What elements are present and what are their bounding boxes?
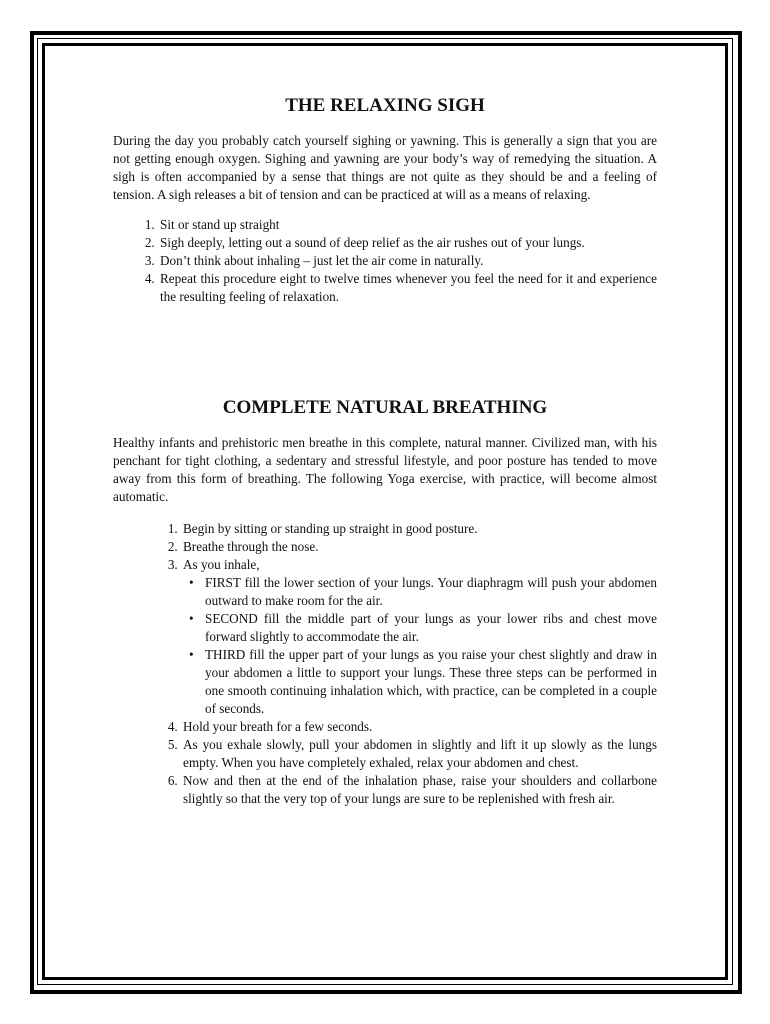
list-item: 4. Hold your breath for a few seconds. xyxy=(181,718,657,736)
list-item: 3. Don’t think about inhaling – just let the air come in naturally. xyxy=(158,252,657,270)
relaxing-sigh-steps xyxy=(113,216,657,306)
document-body xyxy=(113,94,657,808)
list-item: 6. Now and then at the end of the inhalation phase, raise your shoulders and collarbone slightly so that the very top of your lungs are sure to be replenished with fresh air. xyxy=(181,772,657,808)
sub-list-item-text: SECOND fill the middle part of your lungs as your lower ribs and chest move forward slightly to accommodate the air. xyxy=(205,611,657,644)
list-item: 2. Sigh deeply, letting out a sound of deep relief as the air rushes out of your lungs. xyxy=(158,234,657,252)
sub-list-item xyxy=(189,574,657,610)
bullet-icon: • xyxy=(189,575,194,590)
list-item: 1. Begin by sitting or standing up straight in good posture. xyxy=(181,520,657,538)
inhale-substeps xyxy=(183,574,657,718)
section-title-relaxing-sigh: THE RELAXING SIGH xyxy=(285,95,485,116)
sub-list-item-text: FIRST fill the lower section of your lungs. Your diaphragm will push your abdomen outward to make room for the air. xyxy=(205,575,657,608)
list-item: 4. Repeat this procedure eight to twelve times whenever you feel the need for it and experience the resulting feeling of relaxation. xyxy=(158,270,657,306)
complete-breathing-steps xyxy=(113,520,657,808)
relaxing-sigh-intro: During the day you probably catch yourself sighing or yawning. This is generally a sign that you are not getting enough oxygen. Sighing and yawning are your body’s way of remedying the situation. A sigh is often accompanied by a sense that things are not quite as they should be and a feeling of tension. A sigh releases a bit of tension and can be practiced at will as a means of relaxing. xyxy=(113,133,657,202)
section-title-complete-natural-breathing: COMPLETE NATURAL BREATHING xyxy=(222,397,548,418)
list-item: 2. Breathe through the nose. xyxy=(181,538,657,556)
bullet-icon: • xyxy=(189,611,194,626)
complete-breathing-intro: Healthy infants and prehistoric men breathe in this complete, natural manner. Civilized man, with his penchant for tight clothing, a sedentary and stressful lifestyle, and poor posture has tended to move away from this form of breathing. The following Yoga exercise, with practice, will become almost automatic. xyxy=(113,435,657,504)
sub-list-item xyxy=(189,646,657,718)
list-item: 1. Sit or stand up straight xyxy=(158,216,657,234)
sub-list-item xyxy=(189,610,657,646)
list-item-text: As you inhale, xyxy=(183,557,260,572)
sub-list-item-text: THIRD fill the upper part of your lungs as you raise your chest slightly and draw in your abdomen a little to support your lungs. These three steps can be performed in one smooth continuing inhalation which, with practice, can be completed in a couple of seconds. xyxy=(205,647,657,716)
list-item xyxy=(181,556,657,718)
bullet-icon: • xyxy=(189,647,194,662)
list-item: 5. As you exhale slowly, pull your abdomen in slightly and lift it up slowly as the lungs empty. When you have completely exhaled, relax your abdomen and chest. xyxy=(181,736,657,772)
